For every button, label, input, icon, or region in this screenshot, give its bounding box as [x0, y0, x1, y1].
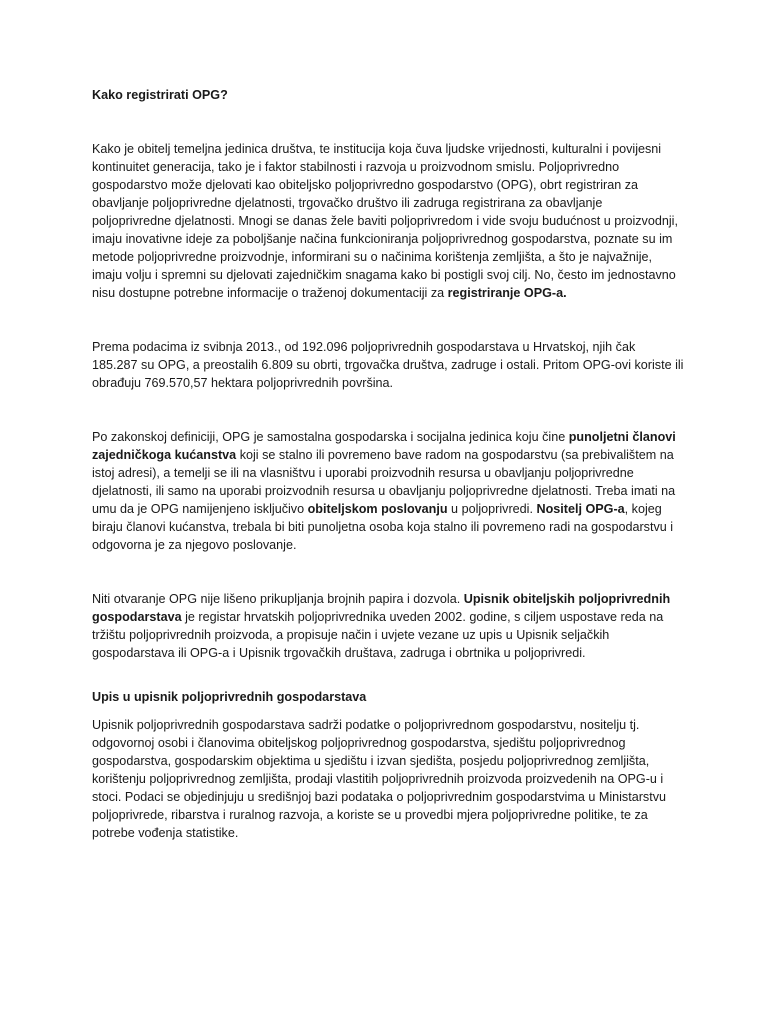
spacer: [92, 104, 684, 140]
bold-run: punoljetni članovi zajedničkoga kućanstva: [92, 430, 676, 462]
document-page: [92, 86, 684, 842]
document-title: Kako registrirati OPG?: [92, 88, 228, 102]
paragraph-intro-text: Kako je obitelj temeljna jedinica društva, te institucija koja čuva ljudske vrijednosti, kulturalni i povijesni kontinuitet generacija, tako je i faktor stabilnosti i razvoja u proizvodnom smislu. Poljoprivredno gospodarstvo može djelovati kao obiteljsko poljoprivredno gospodarstvo (OPG), obrt registriran za obavljanje poljoprivredne djelatnosti, trgovačko društvo ili zadruga registrirana za obavljanje poljoprivredne djelatnosti. Mnogi se danas žele baviti poljoprivredom i vide svoju budućnost u proizvodnji, imaju inovativne ideje za poboljšanje načina funkcioniranja poljoprivrednog gospodarstva, poznate su im metode poljoprivredne proizvodnje, informirani su o načinima korištenja zemljišta, a što je najvažnije, imaju volju i spremni su djelovati zajedničkim snagama kako bi postigli svoj cilj. No, često im jednostavno nisu dostupne potrebne informacije o traženoj dokumentaciji za: [92, 142, 678, 300]
bold-run: Upisnik obiteljskih poljoprivrednih gospodarstava: [92, 592, 671, 624]
spacer: [92, 662, 684, 688]
text-run: Po zakonskoj definiciji, OPG je samostalna gospodarska i socijalna jedinica koju čine: [92, 430, 569, 444]
section-heading: Upis u upisnik poljoprivrednih gospodarstava: [92, 690, 367, 704]
bold-run: obiteljskom poslovanju: [307, 502, 448, 516]
spacer: [92, 302, 684, 338]
text-run: u poljoprivredi.: [447, 502, 537, 516]
paragraph-registry-contents: Upisnik poljoprivrednih gospodarstava sadrži podatke o poljoprivrednom gospodarstvu, nositelju tj. odgovornoj osobi i članovima obiteljskog poljoprivrednog gospodarstva, sjedištu poljoprivrednog gospodarstva, gospodarskim objektima u sjedištu i izvan sjedišta, posjedu poljoprivrednog zemljišta, korištenju poljoprivrednog zemljišta, prodaji vlastitih poljoprivrednih proizvoda proizvedenih na OPG-u i stoci. Podaci se objedinjuju u središnjoj bazi podataka o poljoprivrednim gospodarstvima u Ministarstvu poljoprivrede, ribarstva i ruralnog razvoja, a koriste se u provedbi mjera poljoprivredne politike, te za potrebe vođenja statistike.: [92, 718, 667, 840]
spacer: [92, 706, 684, 716]
paragraph-definition: [92, 428, 684, 554]
text-run: , kojeg biraju članovi kućanstva, trebala bi biti punoljetna osoba koja stalno ili povremeno radi na gospodarstvu i odgovorna je za njegovo poslovanje.: [92, 502, 674, 552]
spacer: [92, 554, 684, 590]
paragraph-intro: [92, 140, 684, 302]
paragraph-registry: [92, 590, 684, 662]
text-run: Niti otvaranje OPG nije lišeno prikupljanja brojnih papira i dozvola.: [92, 592, 464, 606]
text-run: je registar hrvatskih poljoprivrednika uveden 2002. godine, s ciljem uspostave reda na tržištu poljoprivrednih proizvoda, a propisuje način i uvjete vezane uz upis u Upisnik seljačkih gospodarstava ili OPG-a i Upisnik trgovačkih društava, zadruga i obrtnika u poljoprivredi.: [92, 610, 664, 660]
paragraph-intro-bold: registriranje OPG-a.: [447, 286, 567, 300]
bold-run: Nositelj OPG-a: [536, 502, 625, 516]
paragraph-statistics: Prema podacima iz svibnja 2013., od 192.096 poljoprivrednih gospodarstava u Hrvatskoj, njih čak 185.287 su OPG, a preostalih 6.809 su obrti, trgovačka društva, zadruge i ostali. Pritom OPG-ovi koriste ili obrađuju 769.570,57 hektara poljoprivrednih površina.: [92, 340, 684, 390]
text-run: koji se stalno ili povremeno bave radom na gospodarstvu (sa prebivalištem na istoj adresi), a temelji se ili na vlasništvu i uporabi proizvodnih resursa u obavljanju poljoprivredne djelatnosti, ili samo na uporabi proizvodnih resursa u obavljanju poljoprivredne djelatnosti. Treba imati na umu da je OPG namijenjeno isključivo: [92, 448, 676, 516]
spacer: [92, 392, 684, 428]
